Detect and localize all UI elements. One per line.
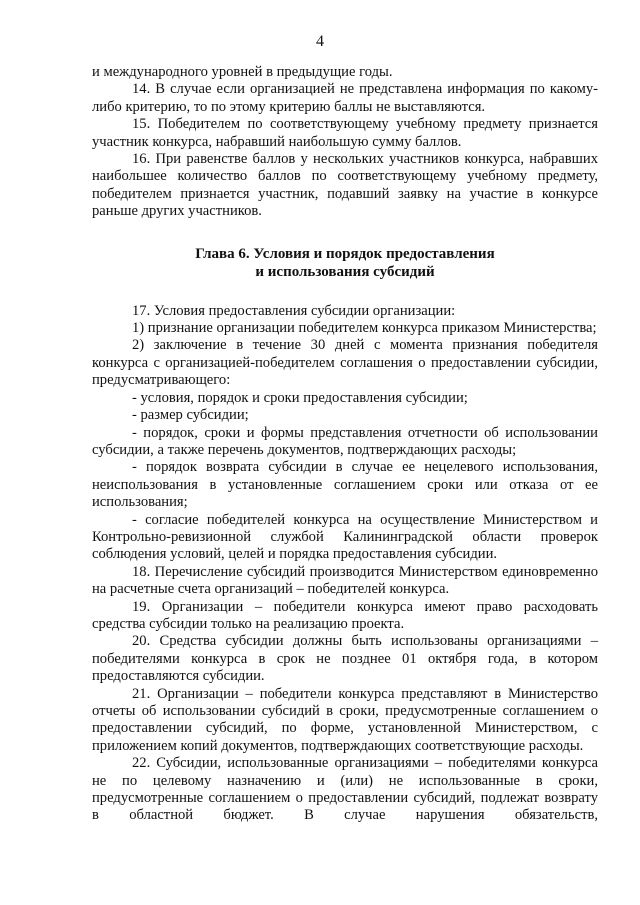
page-number: 4 [316, 33, 324, 50]
paragraph: - порядок возврата субсидии в случае ее нецелевого использования, неиспользования в установленные соглашением сроки или отказа от ее использования; [92, 459, 598, 511]
paragraphs-before-chapter [92, 64, 598, 221]
paragraph: 18. Перечисление субсидий производится Министерством единовременно на расчетные счета организаций – победителей конкурса. [92, 563, 598, 598]
document-body [92, 64, 598, 825]
paragraph: 16. При равенстве баллов у нескольких участников конкурса, набравших наибольшее количество баллов по соответствующему учебному предмету, победителем признается участник, подавший заявку на участие в конкурсе раньше других участников. [92, 151, 598, 220]
paragraph: - размер субсидии; [132, 407, 249, 424]
paragraph: 17. Условия предоставления субсидии организации: [132, 302, 456, 319]
chapter-title [92, 245, 598, 281]
paragraph: 2) заключение в течение 30 дней с момента признания победителя конкурса с организацией-победителем соглашения о предоставлении субсидии, предусматривающего: [92, 337, 598, 389]
paragraph: 20. Средства субсидии должны быть использованы организациями – победителями конкурса в срок не позднее 01 октября года, в котором предоставляются субсидии. [92, 633, 598, 685]
paragraph: - порядок, сроки и формы представления отчетности об использовании субсидии, а также перечень документов, подтверждающих расходы; [92, 424, 598, 458]
chapter-title-line-2: и использования субсидий [255, 263, 435, 280]
paragraph: 22. Субсидии, использованные организациями – победителями конкурса не по целевому назначению и (или) не использованные в сроки, предусмотренные соглашением о предоставлении субсидий, подлежат возврату в областной бюджет. В случае нарушения обязательств, [92, 755, 598, 824]
paragraph: 14. В случае если организацией не представлена информация по какому-либо критерию, то по этому критерию баллы не выставляются. [92, 81, 598, 115]
paragraph: - согласие победителей конкурса на осуществление Министерством и Контрольно-ревизионной службой Калининградской области проверок соблюдения условий, целей и порядка предоставления субсидии. [92, 511, 598, 563]
paragraph: 21. Организации – победители конкурса представляют в Министерство отчеты об использовании субсидий в сроки, предусмотренные соглашением о предоставлении субсидий, по форме, установленной Министерством, с приложением копий документов, подтверждающих соответствующие расходы. [92, 685, 598, 754]
paragraph: 15. Победителем по соответствующему учебному предмету признается участник конкурса, набравший наибольшую сумму баллов. [92, 116, 598, 150]
paragraphs-after-chapter [92, 303, 598, 825]
paragraph: 1) признание организации победителем конкурса приказом Министерства; [132, 320, 597, 337]
paragraph: 19. Организации – победители конкурса имеют право расходовать средства субсидии только на реализацию проекта. [92, 598, 598, 632]
paragraph: и международного уровней в предыдущие годы. [92, 64, 393, 80]
paragraph: - условия, порядок и сроки предоставления субсидии; [132, 389, 468, 406]
chapter-title-line-1: Глава 6. Условия и порядок предоставления [195, 245, 495, 262]
